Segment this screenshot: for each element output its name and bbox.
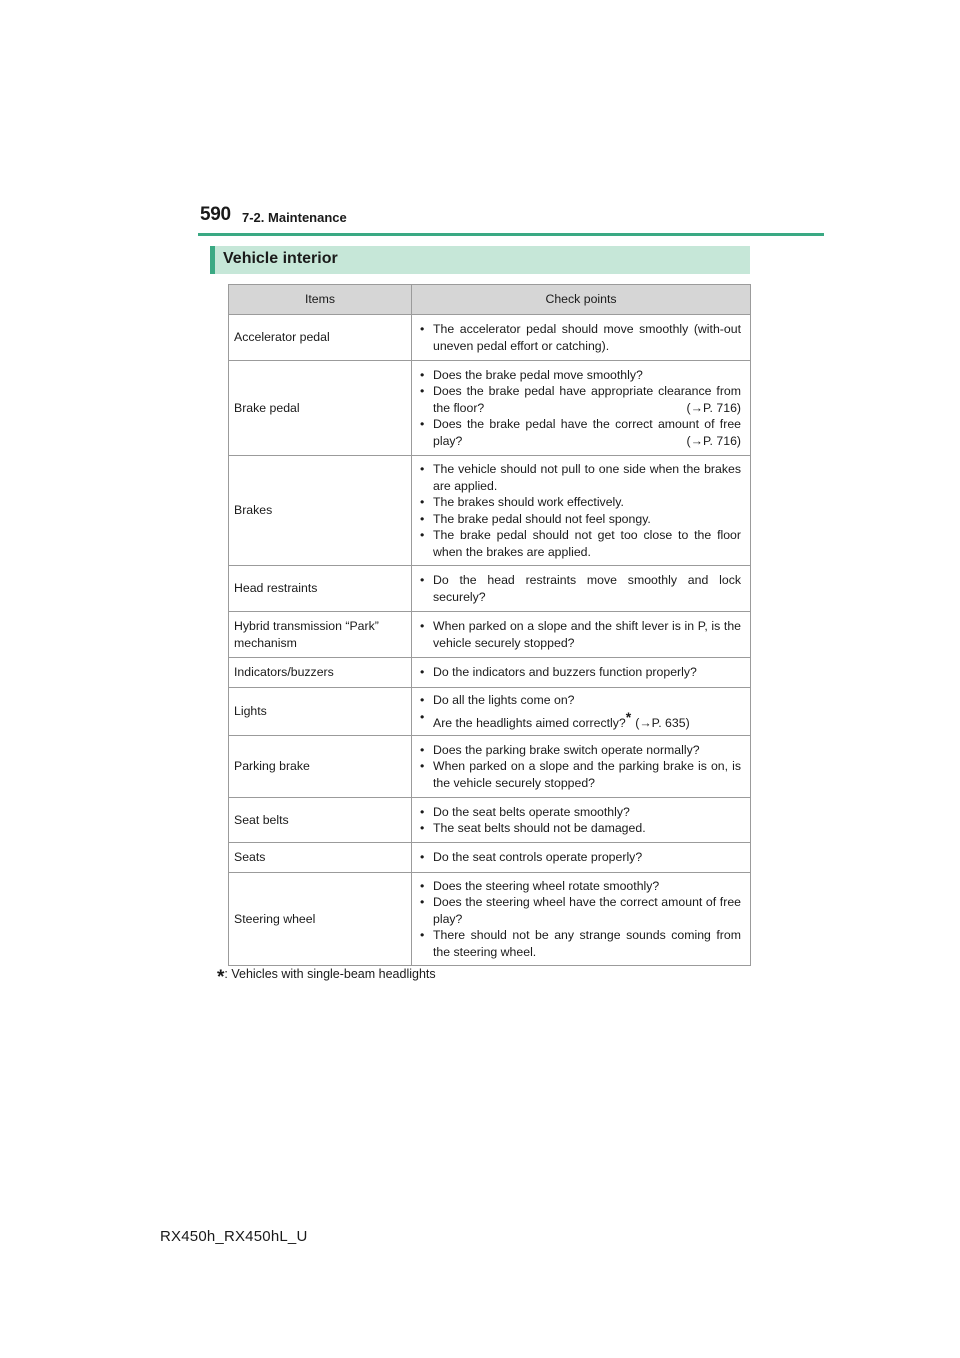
check-point — [418, 494, 741, 511]
check-point-text: The accelerator pedal should move smoothly (with-out uneven pedal effort or catching). — [433, 322, 741, 353]
page-reference: (→P. 635) — [635, 715, 690, 730]
bullet-icon: • — [420, 367, 425, 382]
page-header — [198, 204, 824, 236]
item-cell: Indicators/buzzers — [229, 658, 412, 688]
column-header-check-points: Check points — [412, 285, 751, 315]
check-point-text: The brakes should work effectively. — [433, 495, 624, 509]
page-number: 590 — [200, 204, 231, 225]
check-point — [418, 416, 741, 449]
check-point-text: When parked on a slope and the parking brake is on, is the vehicle securely stopped? — [433, 759, 741, 790]
check-point-text: Does the parking brake switch operate normally? — [433, 742, 700, 757]
check-point-text: Do the seat belts operate smoothly? — [433, 804, 630, 819]
check-points-cell — [412, 736, 751, 798]
check-point-list — [418, 849, 741, 866]
bullet-icon: • — [420, 511, 425, 526]
check-point-text: Does the steering wheel have the correct amount of free play? — [433, 895, 741, 926]
header-rule — [198, 233, 824, 236]
bullet-icon: • — [420, 528, 425, 542]
check-point — [418, 927, 741, 960]
page-reference: (→P. 716) — [686, 433, 741, 448]
check-point-list — [418, 618, 741, 651]
check-point — [418, 511, 741, 528]
check-point — [418, 804, 741, 821]
section-title-accent — [210, 246, 215, 274]
check-points-cell — [412, 315, 751, 361]
page-reference: (→P. 716) — [686, 400, 741, 415]
bullet-icon: • — [420, 322, 425, 336]
check-point-text: Does the brake pedal move smoothly? — [433, 367, 643, 382]
check-point-text: The vehicle should not pull to one side when the brakes are applied. — [433, 462, 741, 493]
table-row — [229, 456, 751, 566]
check-points-cell — [412, 688, 751, 736]
footnote-marker: * — [217, 967, 225, 988]
section-breadcrumb: 7-2. Maintenance — [242, 210, 347, 225]
check-point-list — [418, 572, 741, 605]
model-footer: RX450h_RX450hL_U — [160, 1228, 308, 1245]
check-point — [418, 878, 741, 895]
check-point-text: Are the headlights aimed correctly? — [433, 715, 626, 730]
item-cell: Brake pedal — [229, 361, 412, 456]
bullet-icon: • — [420, 709, 425, 724]
check-points-cell — [412, 566, 751, 612]
check-point-text: There should not be any strange sounds coming from the steering wheel. — [433, 928, 741, 959]
check-point-list — [418, 692, 741, 731]
check-point-text: The seat belts should not be damaged. — [433, 821, 646, 836]
bullet-icon: • — [420, 665, 425, 680]
check-point-text: When parked on a slope and the shift lever is in P, is the vehicle securely stopped? — [433, 619, 741, 650]
footnote-reference: * — [625, 708, 632, 725]
bullet-icon: • — [420, 821, 425, 836]
bullet-icon: • — [420, 495, 425, 509]
bullet-icon: • — [420, 878, 425, 893]
check-point — [418, 461, 741, 494]
item-cell: Seats — [229, 843, 412, 873]
check-point-text: Do the head restraints move smoothly and lock securely? — [433, 573, 741, 604]
bullet-icon: • — [420, 417, 425, 432]
table-row — [229, 798, 751, 843]
table-row — [229, 843, 751, 873]
bullet-icon: • — [420, 573, 425, 587]
check-point-list — [418, 878, 741, 961]
check-point-text: Does the steering wheel rotate smoothly? — [433, 878, 660, 893]
check-point-text: The brake pedal should not feel spongy. — [433, 511, 651, 526]
check-point — [418, 709, 741, 732]
check-point-list — [418, 742, 741, 792]
section-title-band — [210, 246, 750, 274]
table-header-row — [229, 285, 751, 315]
check-point — [418, 383, 741, 416]
check-point — [418, 527, 741, 560]
item-cell: Parking brake — [229, 736, 412, 798]
check-point — [418, 572, 741, 605]
check-point — [418, 321, 741, 354]
check-points-cell — [412, 843, 751, 873]
check-point-text: Do all the lights come on? — [433, 693, 575, 707]
item-cell: Head restraints — [229, 566, 412, 612]
check-points-cell — [412, 612, 751, 658]
bullet-icon: • — [420, 619, 425, 633]
bullet-icon: • — [420, 928, 425, 943]
bullet-icon: • — [420, 462, 425, 476]
bullet-icon: • — [420, 742, 425, 757]
check-point — [418, 618, 741, 651]
table-row — [229, 315, 751, 361]
bullet-icon: • — [420, 384, 425, 399]
item-cell: Steering wheel — [229, 873, 412, 966]
item-cell: Hybrid transmission “Park” mechanism — [229, 612, 412, 658]
check-point — [418, 742, 741, 759]
check-point-text: Do the seat controls operate properly? — [433, 850, 643, 865]
bullet-icon: • — [420, 693, 425, 707]
check-points-cell — [412, 798, 751, 843]
item-cell: Lights — [229, 688, 412, 736]
check-point — [418, 820, 741, 837]
check-point — [418, 367, 741, 384]
check-point-list — [418, 321, 741, 354]
table-row — [229, 612, 751, 658]
table-row — [229, 736, 751, 798]
table-row — [229, 361, 751, 456]
check-point — [418, 894, 741, 927]
footnote-text: : Vehicles with single-beam headlights — [224, 967, 436, 981]
column-header-items: Items — [229, 285, 412, 315]
table-row — [229, 873, 751, 966]
section-title: Vehicle interior — [223, 250, 338, 267]
bullet-icon: • — [420, 850, 425, 865]
check-point — [418, 692, 741, 709]
check-point-list — [418, 804, 741, 837]
bullet-icon: • — [420, 804, 425, 819]
check-point-list — [418, 461, 741, 560]
check-point-text: The brake pedal should not get too close to the floor when the brakes are applied. — [433, 528, 741, 559]
item-cell: Accelerator pedal — [229, 315, 412, 361]
check-point-text: Does the brake pedal have appropriate clearance from the floor? — [433, 384, 741, 415]
bullet-icon: • — [420, 759, 425, 774]
check-point-list — [418, 367, 741, 450]
table-row — [229, 566, 751, 612]
item-cell: Seat belts — [229, 798, 412, 843]
check-point-text: Do the indicators and buzzers function properly? — [433, 665, 697, 680]
check-point-list — [418, 664, 741, 681]
table-row — [229, 688, 751, 736]
check-point — [418, 664, 741, 681]
footnote — [217, 962, 436, 988]
item-cell: Brakes — [229, 456, 412, 566]
check-point — [418, 758, 741, 791]
check-points-cell — [412, 456, 751, 566]
bullet-icon: • — [420, 895, 425, 910]
check-point-text: Does the brake pedal have the correct amount of free play? — [433, 417, 741, 448]
table-row — [229, 658, 751, 688]
check-points-cell — [412, 361, 751, 456]
check-point — [418, 849, 741, 866]
check-points-cell — [412, 873, 751, 966]
check-points-cell — [412, 658, 751, 688]
check-table — [228, 284, 751, 966]
